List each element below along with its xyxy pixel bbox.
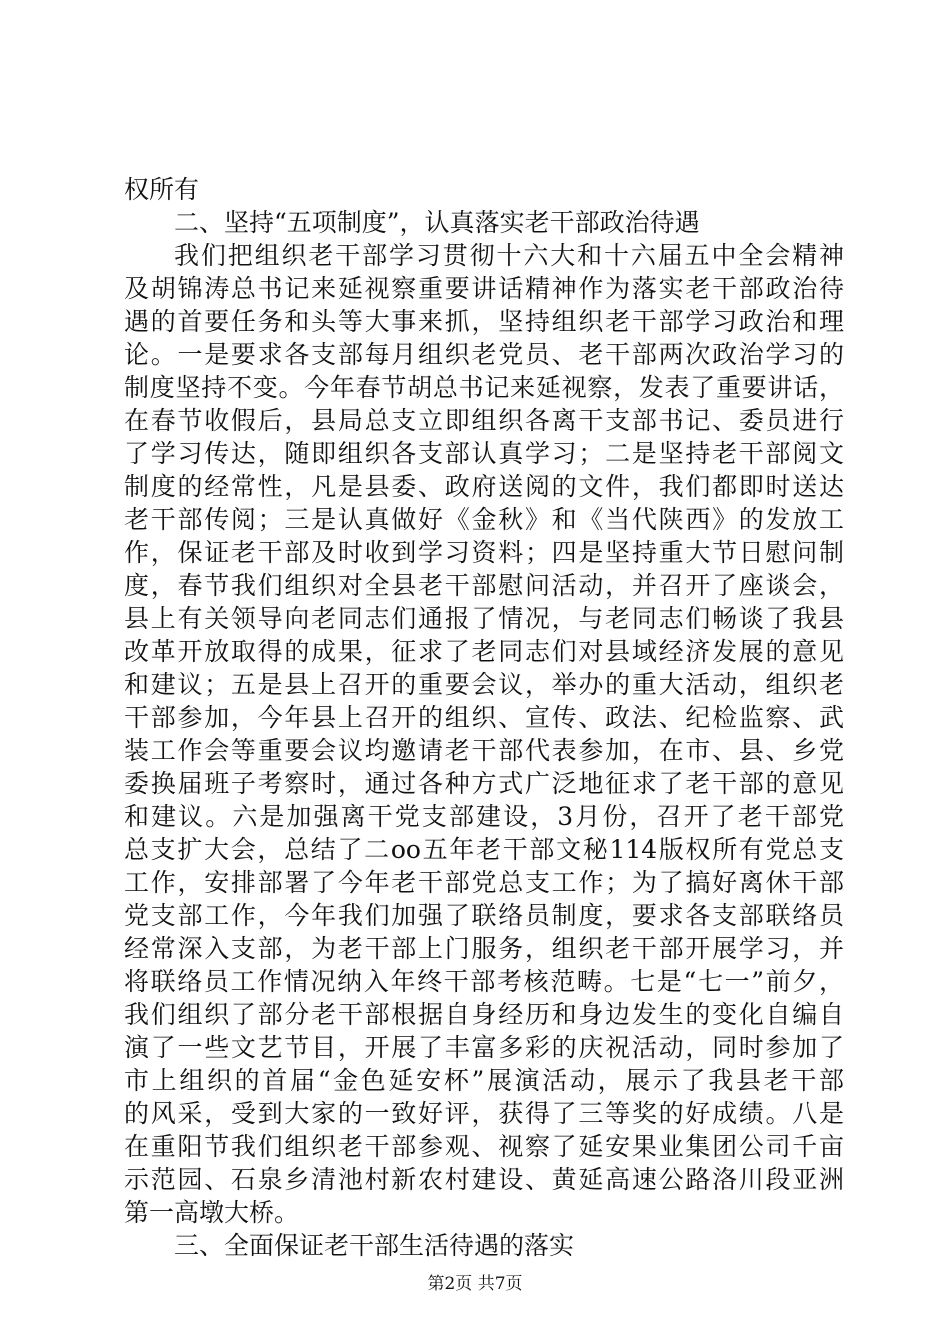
body-text-line: 干部参加，今年县上召开的组织、宣传、政法、纪检监察、武 <box>124 703 844 732</box>
body-text-line: 度，春节我们组织对全县老干部慰问活动，并召开了座谈会， <box>124 571 844 600</box>
body-text-line: 的风采，受到大家的一致好评，获得了三等奖的好成绩。八是 <box>124 1099 844 1128</box>
body-text-line: 改革开放取得的成果，征求了老同志们对县域经济发展的意见 <box>124 637 844 666</box>
body-text-line: 将联络员工作情况纳入年终干部考核范畴。七是“七一”前夕， <box>124 967 844 996</box>
section-heading: 二、坚持“五项制度”，认真落实老干部政治待遇 <box>174 208 700 237</box>
body-text-line: 在春节收假后，县局总支立即组织各离干支部书记、委员进行 <box>124 406 844 435</box>
body-text-line: 总支扩大会，总结了二oo五年老干部文秘114版权所有党总支 <box>124 835 844 864</box>
body-text-line: 制度的经常性，凡是县委、政府送阅的文件，我们都即时送达 <box>124 472 844 501</box>
body-text-line: 和建议。六是加强离干党支部建设，3月份，召开了老干部党 <box>124 802 844 831</box>
body-text-line: 老干部传阅；三是认真做好《金秋》和《当代陕西》的发放工 <box>124 505 844 534</box>
body-text-line: 在重阳节我们组织老干部参观、视察了延安果业集团公司千亩 <box>124 1132 844 1161</box>
body-text-line: 我们把组织老干部学习贯彻十六大和十六届五中全会精神 <box>174 241 844 270</box>
body-text-line: 演了一些文艺节目，开展了丰富多彩的庆祝活动，同时参加了 <box>124 1033 844 1062</box>
body-text-line: 委换届班子考察时，通过各种方式广泛地征求了老干部的意见 <box>124 769 844 798</box>
body-text-line: 县上有关领导向老同志们通报了情况，与老同志们畅谈了我县 <box>124 604 844 633</box>
body-text-line: 示范园、石泉乡清池村新农村建设、黄延高速公路洛川段亚洲 <box>124 1165 844 1194</box>
body-text-line: 遇的首要任务和头等大事来抓，坚持组织老干部学习政治和理 <box>124 307 844 336</box>
body-text-line: 作，保证老干部及时收到学习资料；四是坚持重大节日慰问制 <box>124 538 844 567</box>
body-text-line: 第一高墩大桥。 <box>124 1198 300 1227</box>
body-text-line: 我们组织了部分老干部根据自身经历和身边发生的变化自编自 <box>124 1000 844 1029</box>
body-text-line: 装工作会等重要会议均邀请老干部代表参加，在市、县、乡党 <box>124 736 844 765</box>
body-text-line: 权所有 <box>124 175 200 204</box>
body-text-line: 论。一是要求各支部每月组织老党员、老干部两次政治学习的 <box>124 340 844 369</box>
body-text-line: 工作，安排部署了今年老干部党总支工作；为了搞好离休干部 <box>124 868 844 897</box>
section-heading: 三、全面保证老干部生活待遇的落实 <box>174 1231 575 1260</box>
body-text-line: 市上组织的首届“金色延安杯”展演活动，展示了我县老干部 <box>124 1066 844 1095</box>
body-text-line: 制度坚持不变。今年春节胡总书记来延视察，发表了重要讲话， <box>124 373 844 402</box>
body-text-line: 经常深入支部，为老干部上门服务，组织老干部开展学习，并 <box>124 934 844 963</box>
page-number-footer: 第2页 共7页 <box>427 1274 523 1294</box>
body-text-line: 了学习传达，随即组织各支部认真学习；二是坚持老干部阅文 <box>124 439 844 468</box>
body-text-line: 和建议；五是县上召开的重要会议，举办的重大活动，组织老 <box>124 670 844 699</box>
body-text-line: 及胡锦涛总书记来延视察重要讲话精神作为落实老干部政治待 <box>124 274 844 303</box>
body-text-line: 党支部工作，今年我们加强了联络员制度，要求各支部联络员 <box>124 901 844 930</box>
